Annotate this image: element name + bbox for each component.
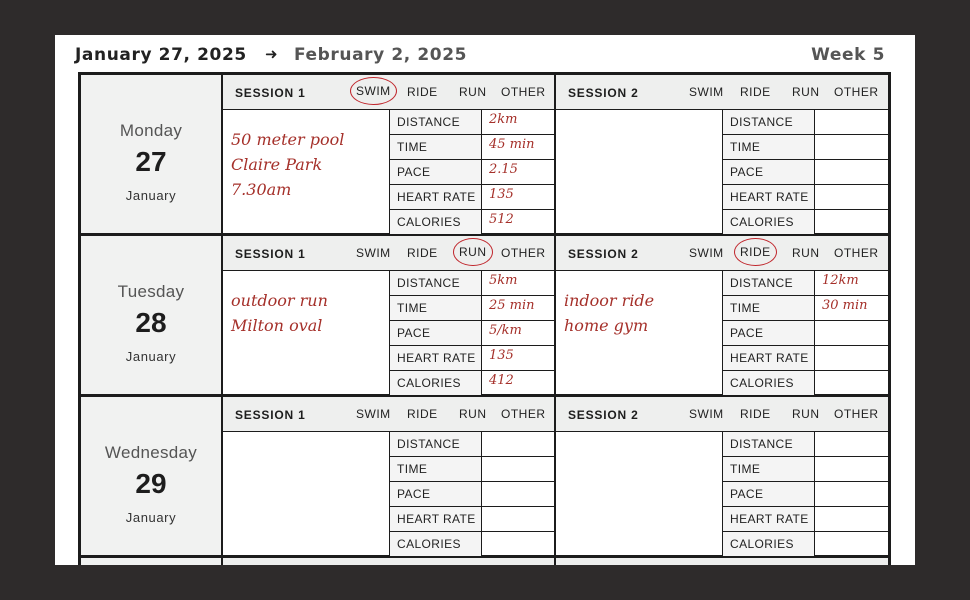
stats-table xyxy=(389,110,555,234)
day-cell xyxy=(81,397,223,555)
stat-value[interactable]: 2.15 xyxy=(489,162,518,177)
session-title: SESSION 1 xyxy=(235,408,306,422)
sport-option-run[interactable]: RUN xyxy=(792,85,820,99)
sport-option-run[interactable]: RUN xyxy=(459,407,487,421)
day-month: January xyxy=(125,349,177,364)
stat-value[interactable]: 135 xyxy=(489,187,514,202)
stat-row xyxy=(722,135,888,160)
sport-option-ride[interactable]: RIDE xyxy=(740,407,771,421)
stat-row xyxy=(722,432,888,457)
stat-row xyxy=(389,110,555,135)
stats-table xyxy=(722,110,888,234)
stat-label: HEART RATE xyxy=(389,507,482,531)
sport-option-run[interactable]: RUN xyxy=(453,238,493,266)
day-cell xyxy=(81,75,223,233)
session-panel xyxy=(223,236,556,394)
session-header xyxy=(223,75,554,110)
note-line: Claire Park xyxy=(231,155,323,174)
stat-value[interactable]: 5km xyxy=(489,273,518,288)
stat-value[interactable]: 2km xyxy=(489,112,518,127)
stat-row xyxy=(722,346,888,371)
stat-label: PACE xyxy=(722,160,815,184)
sport-option-ride[interactable]: RIDE xyxy=(407,246,438,260)
session-header xyxy=(556,397,888,432)
stat-label: TIME xyxy=(389,135,482,159)
note-line: outdoor run xyxy=(231,291,328,310)
session-panel xyxy=(556,558,888,565)
sport-option-swim[interactable]: SWIM xyxy=(356,407,391,421)
stat-label: HEART RATE xyxy=(722,185,815,209)
day-name: Tuesday xyxy=(117,282,185,301)
stat-label: TIME xyxy=(722,457,815,481)
stat-row xyxy=(722,296,888,321)
session-notes[interactable] xyxy=(564,288,654,338)
stat-row xyxy=(389,135,555,160)
stat-row xyxy=(389,371,555,395)
stat-row xyxy=(722,482,888,507)
session-panel xyxy=(556,75,888,233)
stat-label: PACE xyxy=(389,160,482,184)
day-number: 29 xyxy=(135,468,167,499)
stats-table xyxy=(389,432,555,556)
stat-row xyxy=(389,296,555,321)
day-month: January xyxy=(125,510,177,525)
week-header xyxy=(75,45,885,65)
stat-label: CALORIES xyxy=(722,371,815,395)
stat-row xyxy=(722,160,888,185)
stat-row xyxy=(722,210,888,234)
sport-option-other[interactable]: OTHER xyxy=(501,85,546,99)
session-title: SESSION 1 xyxy=(235,247,306,261)
stat-label: PACE xyxy=(722,482,815,506)
day-name: Wednesday xyxy=(104,443,198,462)
arrow-right-icon: ➜ xyxy=(265,45,279,63)
stat-label: PACE xyxy=(389,482,482,506)
day-month: January xyxy=(125,188,177,203)
stat-row xyxy=(389,507,555,532)
sport-option-other[interactable]: OTHER xyxy=(834,246,879,260)
session-panel xyxy=(223,397,556,555)
session-panel xyxy=(556,397,888,555)
stat-label: HEART RATE xyxy=(722,346,815,370)
sport-option-ride[interactable]: RIDE xyxy=(407,85,438,99)
day-number: 27 xyxy=(135,146,167,177)
stat-value[interactable]: 25 min xyxy=(489,298,535,313)
session-title: SESSION 2 xyxy=(568,86,639,100)
stats-table xyxy=(722,271,888,395)
stat-value[interactable]: 30 min xyxy=(822,298,868,313)
sport-option-swim[interactable]: SWIM xyxy=(356,246,391,260)
stat-row xyxy=(722,185,888,210)
stat-label: PACE xyxy=(389,321,482,345)
stat-label: CALORIES xyxy=(722,210,815,234)
sport-option-other[interactable]: OTHER xyxy=(834,407,879,421)
sport-option-ride[interactable]: RIDE xyxy=(407,407,438,421)
sport-option-other[interactable]: OTHER xyxy=(501,407,546,421)
stat-row xyxy=(389,346,555,371)
stat-row xyxy=(722,321,888,346)
sport-option-swim[interactable]: SWIM xyxy=(689,246,724,260)
stat-row xyxy=(389,482,555,507)
stat-row xyxy=(722,371,888,395)
stat-label: CALORIES xyxy=(722,532,815,556)
stat-value[interactable]: 5/km xyxy=(489,323,522,338)
stat-label: PACE xyxy=(722,321,815,345)
stat-label: DISTANCE xyxy=(722,110,815,134)
stat-value[interactable]: 45 min xyxy=(489,137,535,152)
stats-table xyxy=(722,432,888,556)
stat-value[interactable]: 412 xyxy=(489,373,514,388)
stat-label: CALORIES xyxy=(389,532,482,556)
stat-label: TIME xyxy=(722,296,815,320)
sport-option-run[interactable]: RUN xyxy=(792,407,820,421)
stat-row xyxy=(722,271,888,296)
stat-row xyxy=(389,457,555,482)
week-number: Week 5 xyxy=(811,45,885,65)
stat-row xyxy=(389,185,555,210)
session-header xyxy=(223,558,554,565)
day-row-partial xyxy=(81,558,888,565)
end-date: February 2, 2025 xyxy=(294,45,468,65)
session-header xyxy=(556,236,888,271)
planner-page xyxy=(55,35,915,565)
sport-option-other[interactable]: OTHER xyxy=(834,85,879,99)
session-header xyxy=(556,558,888,565)
day-name: Monday xyxy=(119,121,183,140)
session-notes[interactable] xyxy=(231,127,344,202)
stat-label: DISTANCE xyxy=(389,110,482,134)
stat-row xyxy=(389,271,555,296)
stat-value[interactable]: 135 xyxy=(489,348,514,363)
stat-row xyxy=(389,210,555,234)
day-row xyxy=(81,397,888,558)
note-line: indoor ride xyxy=(564,291,655,310)
stat-row xyxy=(722,532,888,556)
stat-label: TIME xyxy=(389,296,482,320)
stat-label: CALORIES xyxy=(389,371,482,395)
sport-option-swim[interactable]: SWIM xyxy=(350,77,397,105)
sport-option-swim[interactable]: SWIM xyxy=(689,407,724,421)
stats-table xyxy=(389,271,555,395)
stat-row xyxy=(389,432,555,457)
stat-label: CALORIES xyxy=(389,210,482,234)
sport-option-run[interactable]: RUN xyxy=(792,246,820,260)
session-title: SESSION 1 xyxy=(235,86,306,100)
stat-row xyxy=(389,160,555,185)
day-row xyxy=(81,75,888,236)
note-line: Milton oval xyxy=(231,316,323,335)
stat-row xyxy=(722,110,888,135)
session-notes[interactable] xyxy=(231,288,328,338)
note-line: 7.30am xyxy=(231,180,292,199)
session-header xyxy=(223,397,554,432)
stat-label: TIME xyxy=(389,457,482,481)
stat-label: TIME xyxy=(722,135,815,159)
sport-option-swim[interactable]: SWIM xyxy=(689,85,724,99)
day-cell xyxy=(81,236,223,394)
sport-option-run[interactable]: RUN xyxy=(459,85,487,99)
stat-value[interactable]: 12km xyxy=(822,273,859,288)
sport-option-other[interactable]: OTHER xyxy=(501,246,546,260)
day-number: 28 xyxy=(135,307,167,338)
session-title: SESSION 2 xyxy=(568,247,639,261)
session-panel xyxy=(556,236,888,394)
stat-row xyxy=(722,457,888,482)
session-title: SESSION 2 xyxy=(568,408,639,422)
note-line: 50 meter pool xyxy=(231,130,345,149)
stat-label: DISTANCE xyxy=(389,271,482,295)
session-header xyxy=(223,236,554,271)
stat-row xyxy=(389,532,555,556)
stat-row xyxy=(389,321,555,346)
stat-label: HEART RATE xyxy=(389,185,482,209)
stat-label: DISTANCE xyxy=(389,432,482,456)
sport-option-ride[interactable]: RIDE xyxy=(734,238,777,266)
day-row xyxy=(81,236,888,397)
day-cell xyxy=(81,558,223,565)
stat-label: DISTANCE xyxy=(722,271,815,295)
stat-row xyxy=(722,507,888,532)
stat-label: DISTANCE xyxy=(722,432,815,456)
week-grid xyxy=(78,72,891,565)
session-panel xyxy=(223,75,556,233)
start-date: January 27, 2025 xyxy=(75,45,247,65)
session-panel xyxy=(223,558,556,565)
stat-value[interactable]: 512 xyxy=(489,212,514,227)
stat-label: HEART RATE xyxy=(389,346,482,370)
note-line: home gym xyxy=(564,316,649,335)
stat-label: HEART RATE xyxy=(722,507,815,531)
session-header xyxy=(556,75,888,110)
sport-option-ride[interactable]: RIDE xyxy=(740,85,771,99)
